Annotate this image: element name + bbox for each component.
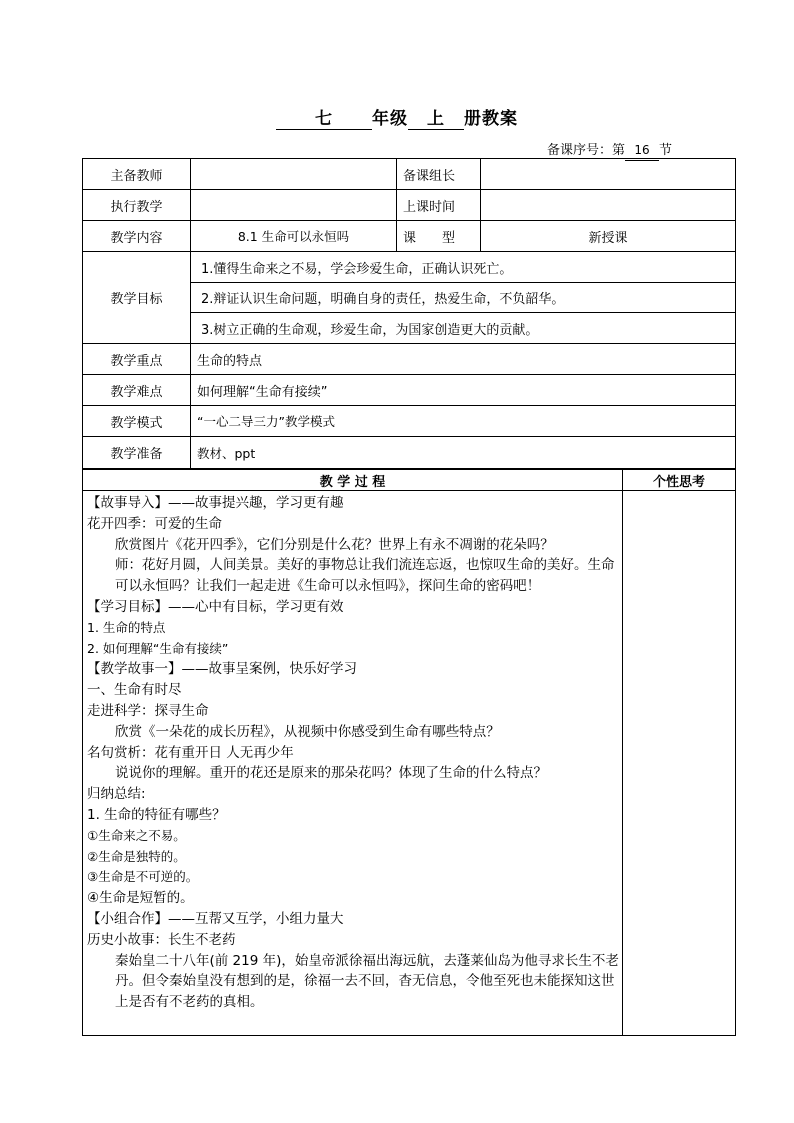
process-line: 2. 如何理解“生命有接续” bbox=[87, 640, 229, 656]
seq-number: 16 bbox=[625, 140, 659, 161]
process-line: 一、生命有时尽 bbox=[87, 682, 182, 699]
lesson-type-label: 课 型 bbox=[397, 221, 481, 252]
grade-value: 七 bbox=[276, 109, 372, 130]
group-leader-label: 备课组长 bbox=[397, 159, 481, 190]
section-story-one: 【教学故事一】——故事呈案例，快乐好学习 bbox=[87, 661, 357, 678]
exec-teaching-label: 执行教学 bbox=[83, 190, 191, 221]
section-story-intro: 【故事导入】——故事提兴趣，学习更有趣 bbox=[87, 495, 344, 511]
grade-suffix: 年级 bbox=[372, 109, 408, 129]
process-line: 1. 生命的特点 bbox=[87, 619, 166, 635]
process-line: 说说你的理解。重开的花还是原来的那朵花吗？体现了生命的什么特点？ bbox=[115, 765, 547, 782]
section-learning-goals: 【学习目标】——心中有目标，学习更有效 bbox=[87, 598, 344, 615]
lesson-info-table bbox=[82, 158, 736, 469]
content-label: 教学内容 bbox=[83, 221, 191, 252]
process-content bbox=[83, 491, 623, 1036]
process-line: 1. 生命的特征有哪些？ bbox=[87, 806, 226, 823]
content-value: 8.1 生命可以永恒吗 bbox=[191, 221, 397, 252]
process-line: ④生命是短暂的。 bbox=[87, 890, 194, 907]
term-value: 上 bbox=[408, 109, 464, 130]
process-line: 名句赏析：花有重开日 人无再少年 bbox=[87, 744, 294, 761]
goal-item-1: 1.懂得生命来之不易，学会珍爱生命，正确认识死亡。 bbox=[191, 252, 736, 283]
exec-teaching-value bbox=[191, 190, 397, 221]
personal-thoughts-content bbox=[623, 491, 736, 1036]
process-title: 教 学 过 程 bbox=[83, 470, 623, 491]
key-point-value: 生命的特点 bbox=[191, 344, 736, 375]
process-paragraph: 师：花好月圆，人间美景。美好的事物总让我们流连忘返，也惊叹生命的美好。生命可以永恒吗？让我们一起走进《生命可以永恒吗》，探问生命的密码吧！ bbox=[115, 557, 615, 595]
teaching-process-table bbox=[82, 469, 736, 1036]
key-point-label: 教学重点 bbox=[83, 344, 191, 375]
process-line: 欣赏图片《花开四季》，它们分别是什么花？世界上有永不凋谢的花朵吗？ bbox=[115, 536, 554, 553]
main-teacher-label: 主备教师 bbox=[83, 159, 191, 190]
seq-suffix: 节 bbox=[658, 143, 672, 158]
mode-label: 教学模式 bbox=[83, 406, 191, 437]
prep-value: 教材、ppt bbox=[191, 437, 736, 469]
goal-item-3: 3.树立正确的生命观，珍爱生命，为国家创造更大的贡献。 bbox=[191, 313, 736, 344]
mode-value: “一心二导三力”教学模式 bbox=[191, 406, 736, 437]
seq-prefix: 备课序号：第 bbox=[546, 143, 625, 158]
main-teacher-value bbox=[191, 159, 397, 190]
group-leader-value bbox=[481, 159, 736, 190]
goal-item-2: 2.辩证认识生命问题，明确自身的责任，热爱生命，不负韶华。 bbox=[191, 283, 736, 313]
section-group-work: 【小组合作】——互帮又互学，小组力量大 bbox=[87, 910, 344, 927]
difficulty-label: 教学难点 bbox=[83, 375, 191, 406]
term-suffix: 册教案 bbox=[464, 109, 518, 129]
lesson-type-value: 新授课 bbox=[481, 221, 736, 252]
process-line: 欣赏《一朵花的成长历程》，从视频中你感受到生命有哪些特点？ bbox=[115, 723, 500, 740]
personal-thoughts-title: 个性思考 bbox=[623, 470, 736, 491]
process-line: 历史小故事：长生不老药 bbox=[87, 931, 236, 948]
process-line: ③生命是不可逆的。 bbox=[87, 869, 199, 885]
prep-label: 教学准备 bbox=[83, 437, 191, 469]
class-time-value bbox=[481, 190, 736, 221]
process-line: ①生命来之不易。 bbox=[87, 827, 186, 843]
process-paragraph: 秦始皇二十八年(前 219 年)，始皇帝派徐福出海远航，去蓬莱仙岛为他寻求长生不老丹。但令秦始皇没有想到的是，徐福一去不回，杳无信息，令他至死也未能探知这世上是否有不老药的真相。 bbox=[115, 952, 619, 1011]
goals-label: 教学目标 bbox=[83, 252, 191, 344]
difficulty-value: 如何理解“生命有接续” bbox=[191, 375, 736, 406]
page-title bbox=[0, 104, 794, 130]
process-line: 花开四季：可爱的生命 bbox=[87, 515, 222, 532]
process-line: ②生命是独特的。 bbox=[87, 848, 186, 864]
process-line: 归纳总结: bbox=[87, 786, 146, 803]
class-time-label: 上课时间 bbox=[397, 190, 481, 221]
process-line: 走进科学：探寻生命 bbox=[87, 702, 209, 719]
